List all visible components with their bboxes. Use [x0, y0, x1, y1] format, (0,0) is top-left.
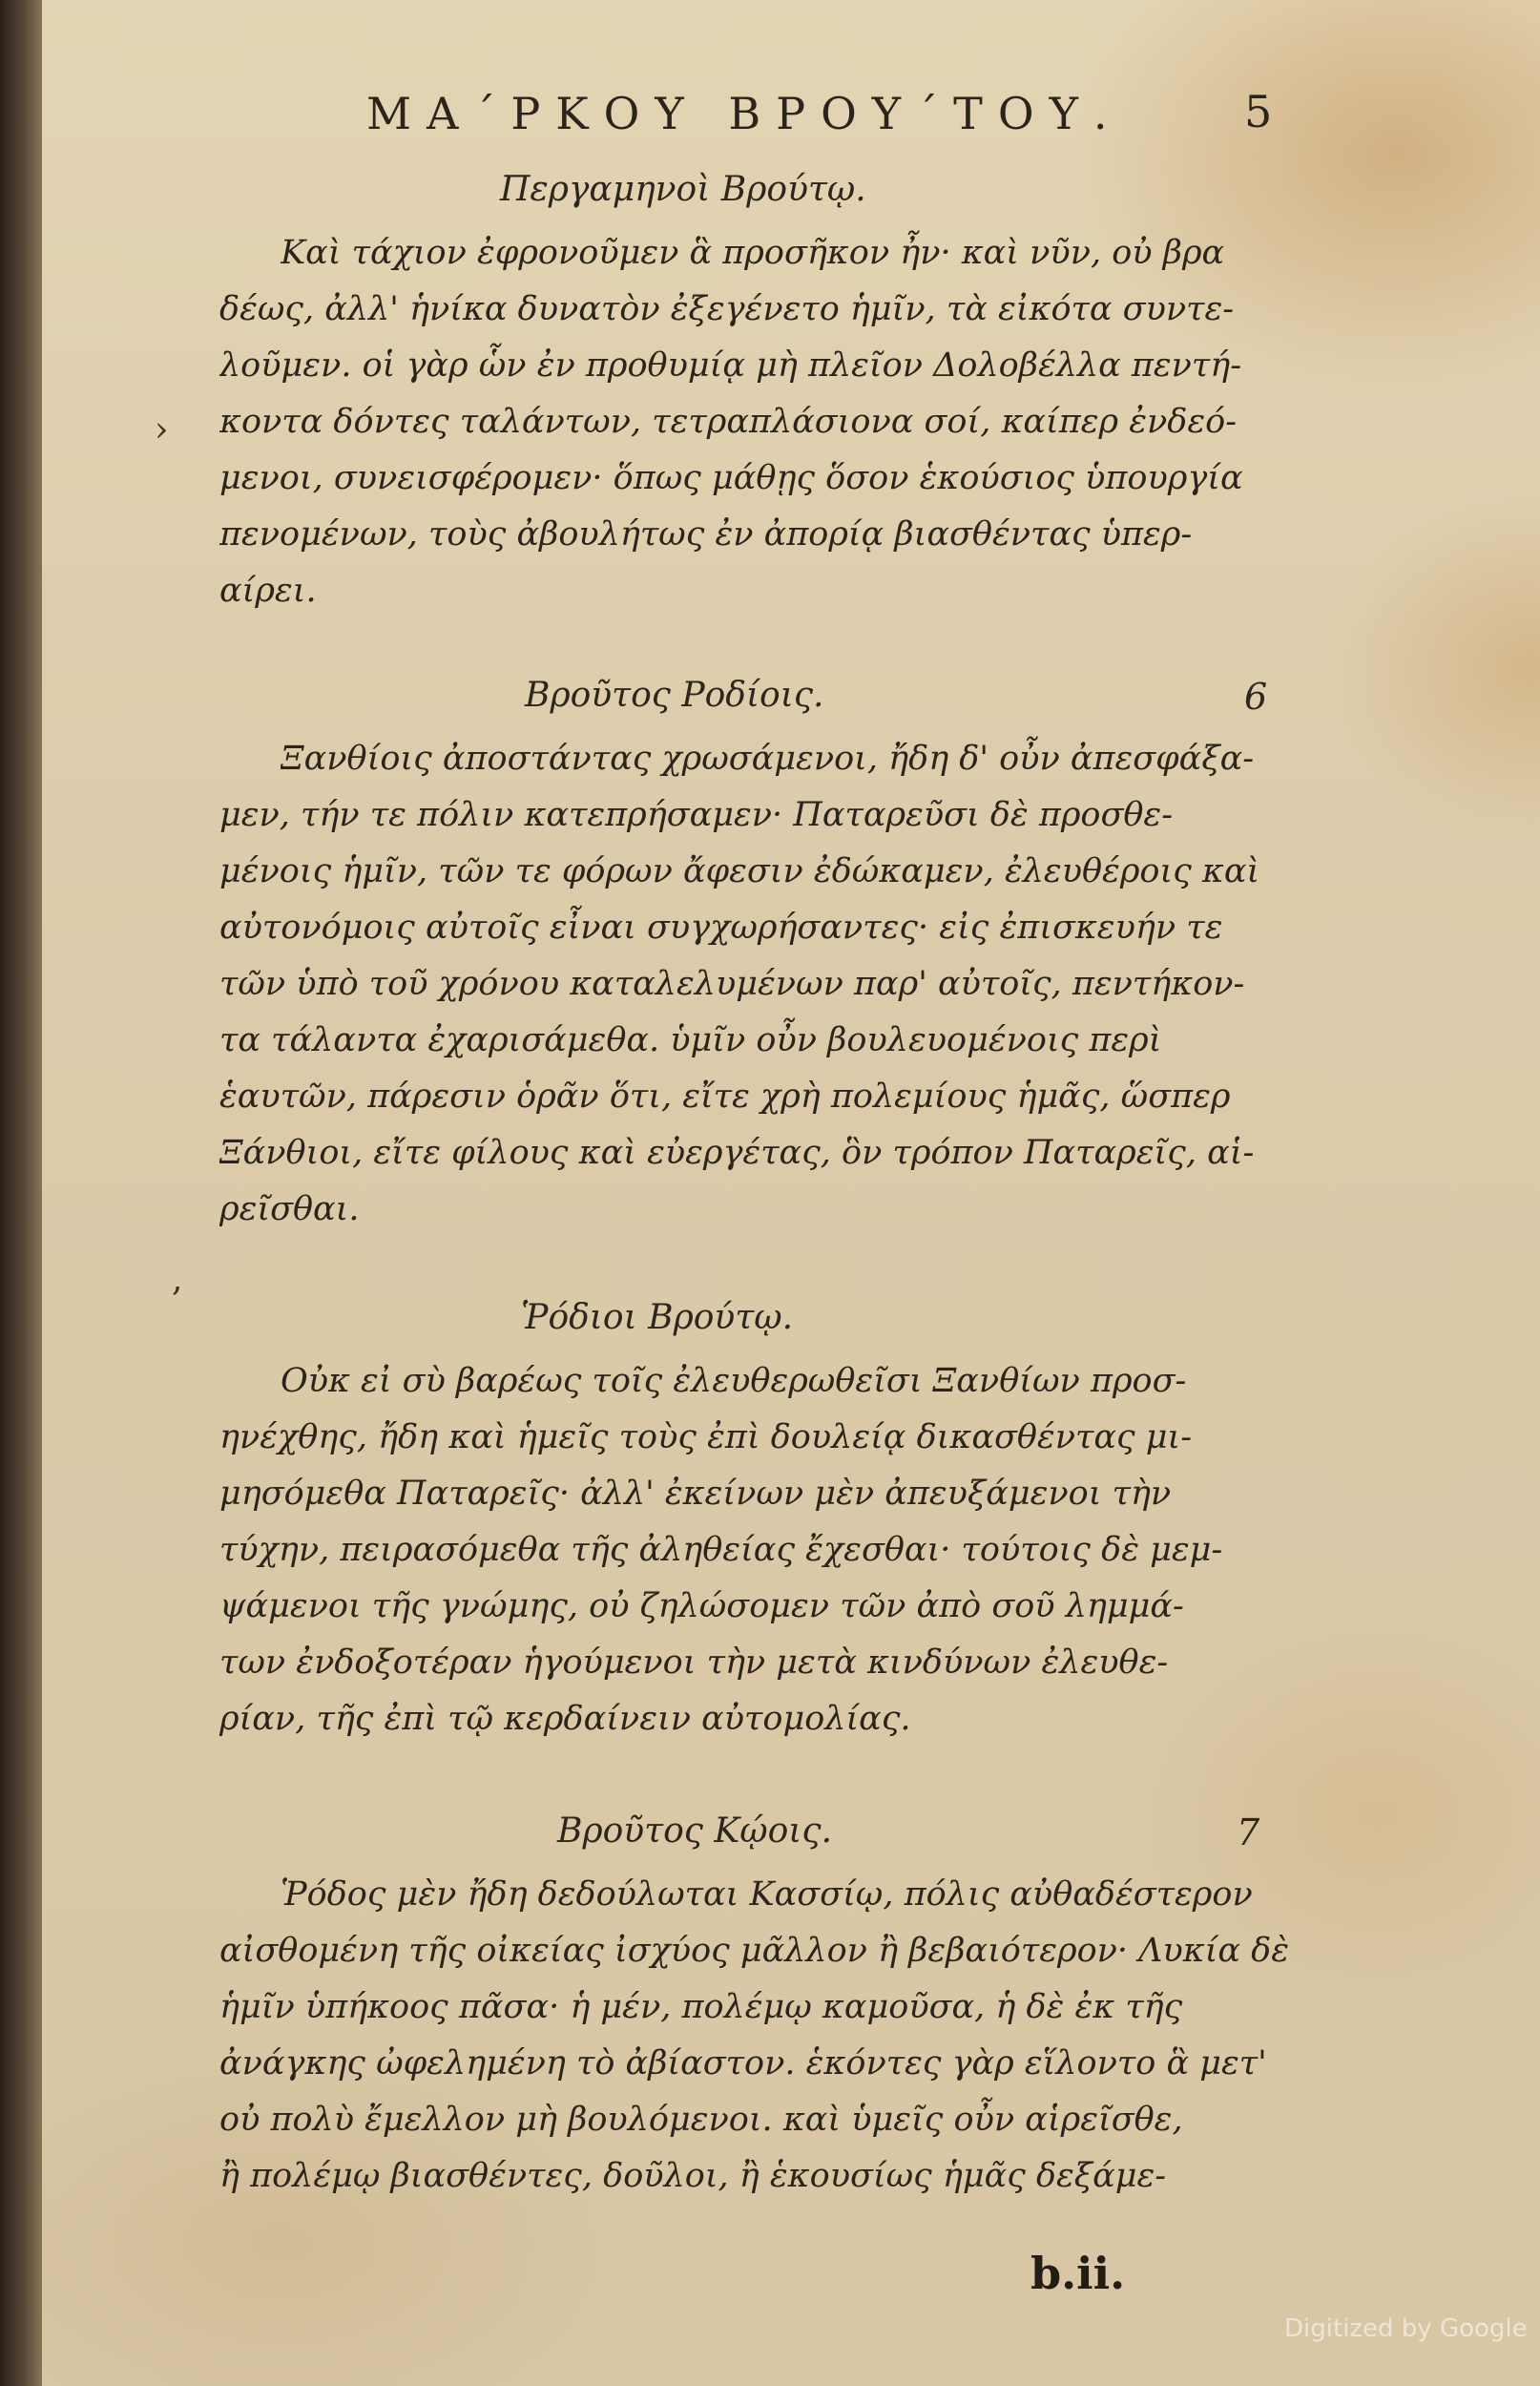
text-line: αἰσθομένη τῆς οἰκείας ἰσχύος μᾶλλον ἢ βεβαιότερον· Λυκία δὲ	[219, 1932, 1290, 1970]
text-line: πενομένων, τοὺς ἀβουλήτως ἐν ἀπορίᾳ βιασθέντας ὑπερ-	[219, 515, 1193, 554]
text-line: μένοις ἡμῖν, τῶν τε φόρων ἄφεσιν ἐδώκαμεν, ἐλευθέροις καὶ	[219, 852, 1260, 890]
text-line: Οὐκ εἰ σὺ βαρέως τοῖς ἐλευθερωθεῖσι Ξανθίων προσ-	[281, 1362, 1187, 1400]
text-line: ρίαν, τῆς ἐπὶ τῷ κερδαίνειν αὐτομολίας.	[219, 1700, 911, 1738]
text-line: τῶν ὑπὸ τοῦ χρόνου καταλελυμένων παρ' αὐτοῖς, πεντήκον-	[219, 965, 1245, 1003]
text-line: κοντα δόντες ταλάντων, τετραπλάσιονα σοί, καίπερ ἐνδεό-	[219, 403, 1238, 441]
letter-number: 6	[1244, 676, 1268, 718]
letter-heading: Ῥόδιοι Βρούτῳ.	[521, 1298, 794, 1337]
text-line: των ἐνδοξοτέραν ἡγούμενοι τὴν μετὰ κινδύνων ἐλευθε-	[219, 1643, 1169, 1682]
text-line: αίρει.	[219, 572, 317, 610]
text-line: ἢ πολέμῳ βιασθέντες, δοῦλοι, ἢ ἑκουσίως ἡμᾶς δεξάμε-	[219, 2157, 1167, 2195]
text-line: Ξάνθιοι, εἴτε φίλους καὶ εὐεργέτας, ὃν τρόπον Παταρεῖς, αἱ-	[219, 1134, 1255, 1172]
letter-heading: Βροῦτος Κῴοις.	[557, 1811, 833, 1851]
text-line: μενοι, συνεισφέρομεν· ὅπως μάθῃς ὅσον ἑκούσιος ὑπουργία	[219, 459, 1243, 497]
text-line: ηνέχθης, ἤδη καὶ ἡμεῖς τοὺς ἐπὶ δουλείᾳ δικασθέντας μι-	[219, 1418, 1193, 1456]
book-gutter	[0, 0, 42, 2386]
text-line: οὐ πολὺ ἔμελλον μὴ βουλόμενοι. καὶ ὑμεῖς οὖν αἱρεῖσθε,	[219, 2101, 1183, 2139]
letter-heading: Περγαμηνοὶ Βρούτῳ.	[500, 170, 866, 209]
text-line: Ξανθίοις ἀποστάντας χρωσάμενοι, ἤδη δ' οὖν ἀπεσφάξα-	[281, 740, 1255, 778]
text-line: δέως, ἀλλ' ἡνίκα δυνατὸν ἐξεγένετο ἡμῖν, τὰ εἰκότα συντε-	[219, 290, 1235, 328]
running-head: ΜΑ΄ΡΚΟΥ ΒΡΟΥ΄ΤΟΥ.	[366, 88, 1123, 139]
text-line: ρεῖσθαι.	[219, 1190, 360, 1228]
text-line: ἑαυτῶν, πάρεσιν ὁρᾶν ὅτι, εἴτε χρὴ πολεμίους ἡμᾶς, ὥσπερ	[219, 1078, 1231, 1116]
text-line: λοῦμεν. οἱ γὰρ ὧν ἐν προθυμίᾳ μὴ πλεῖον Δολοβέλλα πεντή-	[219, 346, 1242, 385]
page-number: 5	[1244, 86, 1273, 137]
text-line: μησόμεθα Παταρεῖς· ἀλλ' ἐκείνων μὲν ἀπευξάμενοι τὴν	[219, 1475, 1172, 1513]
text-line: Καὶ τάχιον ἐφρονοῦμεν ἃ προσῆκον ἦν· καὶ νῦν, οὐ βρα	[281, 234, 1225, 272]
text-line: ἀνάγκης ὠφελημένη τὸ ἀβίαστον. ἑκόντες γὰρ εἵλοντο ἃ μετ'	[219, 2044, 1267, 2083]
letter-heading: Βροῦτος Ροδίοις.	[525, 676, 824, 715]
letter-number: 7	[1237, 1811, 1260, 1853]
text-line: τύχην, πειρασόμεθα τῆς ἀληθείας ἔχεσθαι· τούτοις δὲ μεμ-	[219, 1531, 1223, 1569]
text-line: αὐτονόμοις αὐτοῖς εἶναι συγχωρήσαντες· εἰς ἐπισκευήν τε	[219, 909, 1223, 947]
book-page	[42, 0, 1540, 2386]
text-line: Ῥόδος μὲν ἤδη δεδούλωται Κασσίῳ, πόλις αὐθαδέστερον	[281, 1875, 1253, 1914]
text-line: ψάμενοι τῆς γνώμης, οὐ ζηλώσομεν τῶν ἀπὸ σοῦ λημμά-	[219, 1587, 1184, 1625]
digitized-watermark: Digitized by Google	[1284, 2314, 1528, 2343]
signature-mark: b.ii.	[1030, 2248, 1126, 2299]
margin-mark: ,	[172, 1260, 183, 1299]
margin-mark: ›	[155, 410, 169, 450]
text-line: μεν, τήν τε πόλιν κατεπρήσαμεν· Παταρεῦσι δὲ προσθε-	[219, 796, 1174, 834]
text-line: τα τάλαντα ἐχαρισάμεθα. ὑμῖν οὖν βουλευομένοις περὶ	[219, 1021, 1162, 1059]
text-line: ἡμῖν ὑπήκοος πᾶσα· ἡ μέν, πολέμῳ καμοῦσα, ἡ δὲ ἐκ τῆς	[219, 1988, 1183, 2026]
